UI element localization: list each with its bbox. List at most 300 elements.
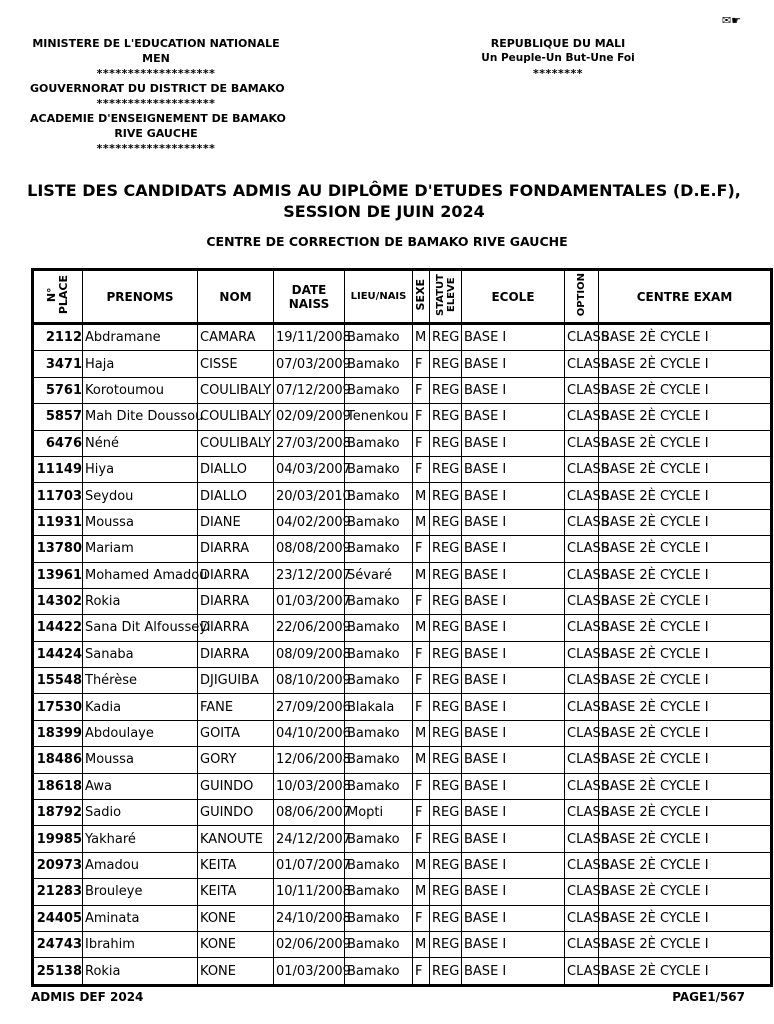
school-cell: BASE I <box>462 404 565 430</box>
col-header-lieu: LIEU/NAIS <box>345 270 413 324</box>
table-row <box>33 773 772 799</box>
place-number-cell: 11931 <box>33 509 83 535</box>
exam-center-cell: BASE 2È CYCLE I <box>599 615 772 641</box>
birth-place-cell: Bamako <box>345 536 413 562</box>
sex-cell: F <box>413 800 430 826</box>
option-cell: CLASS <box>565 852 599 878</box>
col-header-nom: NOM <box>198 270 274 324</box>
birth-place-cell: Bamako <box>345 668 413 694</box>
status-cell: REG <box>430 852 462 878</box>
table-row <box>33 800 772 826</box>
col-header-prenoms: PRENOMS <box>83 270 198 324</box>
envelope-pointer-icon: ✉☛ <box>722 14 742 27</box>
col-header-date-label: DATE <box>291 282 327 297</box>
exam-center-cell: BASE 2È CYCLE I <box>599 720 772 746</box>
birth-place-cell: Sévaré <box>345 562 413 588</box>
table-row <box>33 536 772 562</box>
birth-date-cell: 23/12/2007 <box>274 562 345 588</box>
option-cell: CLASS <box>565 720 599 746</box>
first-name-cell: Abdramane <box>83 324 198 351</box>
title-line-2: SESSION DE JUIN 2024 <box>283 202 485 221</box>
birth-place-cell: Bamako <box>345 641 413 667</box>
option-cell: CLASS <box>565 958 599 985</box>
sex-cell: M <box>413 509 430 535</box>
option-cell: CLASS <box>565 377 599 403</box>
correction-center-title: CENTRE DE CORRECTION DE BAMAKO RIVE GAUCHE <box>206 234 568 249</box>
table-row <box>33 483 772 509</box>
table-row <box>33 377 772 403</box>
school-cell: BASE I <box>462 377 565 403</box>
birth-date-cell: 04/10/2006 <box>274 720 345 746</box>
last-name-cell: KANOUTE <box>198 826 274 852</box>
birth-date-cell: 24/12/2007 <box>274 826 345 852</box>
place-number-cell: 2112 <box>33 324 83 351</box>
col-header-statut-label: STATUT <box>434 274 446 316</box>
sex-cell: F <box>413 430 430 456</box>
col-header-option <box>565 270 599 324</box>
last-name-cell: DIALLO <box>198 456 274 482</box>
exam-center-cell: BASE 2È CYCLE I <box>599 562 772 588</box>
option-cell: CLASS <box>565 509 599 535</box>
status-cell: REG <box>430 720 462 746</box>
birth-date-cell: 04/03/2007 <box>274 456 345 482</box>
option-cell: CLASS <box>565 747 599 773</box>
place-number-cell: 21283 <box>33 879 83 905</box>
last-name-cell: DJIGUIBA <box>198 668 274 694</box>
option-cell: CLASS <box>565 456 599 482</box>
school-cell: BASE I <box>462 852 565 878</box>
sex-cell: F <box>413 694 430 720</box>
place-number-cell: 14302 <box>33 588 83 614</box>
table-row <box>33 879 772 905</box>
first-name-cell: Brouleye <box>83 879 198 905</box>
sex-cell: F <box>413 456 430 482</box>
sex-cell: M <box>413 879 430 905</box>
col-header-place <box>33 270 83 324</box>
first-name-cell: Seydou <box>83 483 198 509</box>
first-name-cell: Awa <box>83 773 198 799</box>
option-cell: CLASS <box>565 668 599 694</box>
school-cell: BASE I <box>462 641 565 667</box>
status-cell: REG <box>430 879 462 905</box>
last-name-cell: COULIBALY <box>198 404 274 430</box>
first-name-cell: Abdoulaye <box>83 720 198 746</box>
exam-center-cell: BASE 2È CYCLE I <box>599 377 772 403</box>
first-name-cell: Néné <box>83 430 198 456</box>
exam-center-cell: BASE 2È CYCLE I <box>599 852 772 878</box>
header-right <box>470 36 646 81</box>
birth-place-cell: Bamako <box>345 615 413 641</box>
governorate-label: GOUVERNORAT DU DISTRICT DE BAMAKO <box>30 82 285 95</box>
header-left <box>30 36 286 156</box>
place-number-cell: 13961 <box>33 562 83 588</box>
col-header-ecole: ECOLE <box>462 270 565 324</box>
school-cell: BASE I <box>462 826 565 852</box>
sex-cell: F <box>413 536 430 562</box>
sex-cell: F <box>413 826 430 852</box>
birth-date-cell: 27/03/2008 <box>274 430 345 456</box>
table-row <box>33 668 772 694</box>
separator-stars: ******************* <box>96 67 216 80</box>
sex-cell: F <box>413 588 430 614</box>
exam-center-cell: BASE 2È CYCLE I <box>599 456 772 482</box>
candidates-table <box>31 268 773 987</box>
first-name-cell: Sana Dit Alfousseyi <box>83 615 198 641</box>
title-line-1: LISTE DES CANDIDATS ADMIS AU DIPLÔME D'ETUDES FONDAMENTALES (D.E.F), <box>27 181 741 200</box>
table-row <box>33 456 772 482</box>
sex-cell: F <box>413 958 430 985</box>
document-title <box>0 180 768 222</box>
table-row <box>33 958 772 985</box>
birth-date-cell: 01/07/2007 <box>274 852 345 878</box>
place-number-cell: 14424 <box>33 641 83 667</box>
place-number-cell: 25138 <box>33 958 83 985</box>
table-header-row <box>33 270 772 324</box>
first-name-cell: Moussa <box>83 509 198 535</box>
republic-label: REPUBLIQUE DU MALI <box>490 37 626 50</box>
school-cell: BASE I <box>462 483 565 509</box>
first-name-cell: Aminata <box>83 905 198 931</box>
col-header-eleve-label: ELEVE <box>445 277 457 313</box>
sex-cell: M <box>413 324 430 351</box>
first-name-cell: Amadou <box>83 852 198 878</box>
school-cell: BASE I <box>462 509 565 535</box>
first-name-cell: Mariam <box>83 536 198 562</box>
place-number-cell: 3471 <box>33 351 83 377</box>
school-cell: BASE I <box>462 800 565 826</box>
last-name-cell: KONE <box>198 931 274 957</box>
col-header-date <box>274 270 345 324</box>
birth-date-cell: 08/10/2009 <box>274 668 345 694</box>
option-cell: CLASS <box>565 879 599 905</box>
birth-place-cell: Bamako <box>345 483 413 509</box>
last-name-cell: DIARRA <box>198 562 274 588</box>
exam-center-cell: BASE 2È CYCLE I <box>599 694 772 720</box>
place-number-cell: 11703 <box>33 483 83 509</box>
separator-stars: ******** <box>532 67 584 80</box>
school-cell: BASE I <box>462 668 565 694</box>
last-name-cell: DIARRA <box>198 536 274 562</box>
status-cell: REG <box>430 562 462 588</box>
last-name-cell: GORY <box>198 747 274 773</box>
exam-center-cell: BASE 2È CYCLE I <box>599 958 772 985</box>
exam-center-cell: BASE 2È CYCLE I <box>599 536 772 562</box>
status-cell: REG <box>430 483 462 509</box>
table-row <box>33 404 772 430</box>
option-cell: CLASS <box>565 536 599 562</box>
exam-center-cell: BASE 2È CYCLE I <box>599 430 772 456</box>
birth-date-cell: 07/12/2009 <box>274 377 345 403</box>
option-cell: CLASS <box>565 562 599 588</box>
birth-place-cell: Blakala <box>345 694 413 720</box>
sex-cell: F <box>413 641 430 667</box>
birth-date-cell: 20/03/2010 <box>274 483 345 509</box>
table-row <box>33 430 772 456</box>
exam-center-cell: BASE 2È CYCLE I <box>599 747 772 773</box>
option-cell: CLASS <box>565 351 599 377</box>
status-cell: REG <box>430 694 462 720</box>
table-row <box>33 588 772 614</box>
birth-date-cell: 10/11/2008 <box>274 879 345 905</box>
first-name-cell: Mah Dite Doussou <box>83 404 198 430</box>
last-name-cell: KEITA <box>198 852 274 878</box>
birth-place-cell: Tenenkou <box>345 404 413 430</box>
page-number: PAGE1/567 <box>672 990 745 1004</box>
birth-place-cell: Bamako <box>345 826 413 852</box>
status-cell: REG <box>430 615 462 641</box>
ministry-abbrev: MEN <box>142 52 170 65</box>
sex-cell: F <box>413 404 430 430</box>
exam-center-cell: BASE 2È CYCLE I <box>599 404 772 430</box>
school-cell: BASE I <box>462 615 565 641</box>
birth-place-cell: Bamako <box>345 509 413 535</box>
academy-sub-label: RIVE GAUCHE <box>114 127 198 140</box>
sex-cell: M <box>413 720 430 746</box>
exam-center-cell: BASE 2È CYCLE I <box>599 905 772 931</box>
status-cell: REG <box>430 456 462 482</box>
last-name-cell: CAMARA <box>198 324 274 351</box>
birth-place-cell: Bamako <box>345 430 413 456</box>
exam-center-cell: BASE 2È CYCLE I <box>599 773 772 799</box>
first-name-cell: Hiya <box>83 456 198 482</box>
ministry-label: MINISTERE DE L'EDUCATION NATIONALE <box>32 37 280 50</box>
place-number-cell: 13780 <box>33 536 83 562</box>
first-name-cell: Thérèse <box>83 668 198 694</box>
first-name-cell: Rokia <box>83 588 198 614</box>
option-cell: CLASS <box>565 931 599 957</box>
sex-cell: M <box>413 747 430 773</box>
sex-cell: M <box>413 852 430 878</box>
option-cell: CLASS <box>565 826 599 852</box>
col-header-num-label: N° <box>45 287 58 303</box>
col-header-naiss-label: NAISS <box>288 296 330 311</box>
birth-date-cell: 27/09/2006 <box>274 694 345 720</box>
school-cell: BASE I <box>462 958 565 985</box>
birth-date-cell: 07/03/2009 <box>274 351 345 377</box>
exam-center-cell: BASE 2È CYCLE I <box>599 641 772 667</box>
status-cell: REG <box>430 509 462 535</box>
birth-place-cell: Bamako <box>345 720 413 746</box>
last-name-cell: DIARRA <box>198 641 274 667</box>
school-cell: BASE I <box>462 747 565 773</box>
table-row <box>33 931 772 957</box>
birth-date-cell: 08/06/2007 <box>274 800 345 826</box>
birth-place-cell: Bamako <box>345 377 413 403</box>
status-cell: REG <box>430 588 462 614</box>
first-name-cell: Mohamed Amadou <box>83 562 198 588</box>
first-name-cell: Yakharé <box>83 826 198 852</box>
place-number-cell: 24405 <box>33 905 83 931</box>
col-header-centre: CENTRE EXAM <box>599 270 772 324</box>
exam-center-cell: BASE 2È CYCLE I <box>599 800 772 826</box>
school-cell: BASE I <box>462 456 565 482</box>
status-cell: REG <box>430 377 462 403</box>
birth-date-cell: 24/10/2008 <box>274 905 345 931</box>
place-number-cell: 18792 <box>33 800 83 826</box>
birth-place-cell: Bamako <box>345 456 413 482</box>
exam-center-cell: BASE 2È CYCLE I <box>599 324 772 351</box>
school-cell: BASE I <box>462 430 565 456</box>
school-cell: BASE I <box>462 588 565 614</box>
birth-date-cell: 01/03/2007 <box>274 588 345 614</box>
birth-place-cell: Bamako <box>345 747 413 773</box>
exam-center-cell: BASE 2È CYCLE I <box>599 931 772 957</box>
birth-date-cell: 02/06/2009 <box>274 931 345 957</box>
last-name-cell: GOITA <box>198 720 274 746</box>
birth-date-cell: 02/09/2009 <box>274 404 345 430</box>
place-number-cell: 6476 <box>33 430 83 456</box>
sex-cell: M <box>413 562 430 588</box>
option-cell: CLASS <box>565 588 599 614</box>
last-name-cell: DIALLO <box>198 483 274 509</box>
birth-place-cell: Bamako <box>345 852 413 878</box>
exam-center-cell: BASE 2È CYCLE I <box>599 588 772 614</box>
table-row <box>33 852 772 878</box>
status-cell: REG <box>430 351 462 377</box>
option-cell: CLASS <box>565 694 599 720</box>
status-cell: REG <box>430 747 462 773</box>
school-cell: BASE I <box>462 720 565 746</box>
school-cell: BASE I <box>462 931 565 957</box>
school-cell: BASE I <box>462 324 565 351</box>
col-header-place-label: PLACE <box>57 275 70 315</box>
last-name-cell: COULIBALY <box>198 377 274 403</box>
school-cell: BASE I <box>462 694 565 720</box>
table-row <box>33 694 772 720</box>
exam-center-cell: BASE 2È CYCLE I <box>599 483 772 509</box>
birth-date-cell: 12/06/2008 <box>274 747 345 773</box>
first-name-cell: Sanaba <box>83 641 198 667</box>
birth-place-cell: Bamako <box>345 958 413 985</box>
table-row <box>33 351 772 377</box>
table-row <box>33 324 772 351</box>
academy-label: ACADEMIE D'ENSEIGNEMENT DE BAMAKO <box>30 112 286 125</box>
exam-center-cell: BASE 2È CYCLE I <box>599 826 772 852</box>
last-name-cell: DIARRA <box>198 615 274 641</box>
birth-date-cell: 08/08/2009 <box>274 536 345 562</box>
option-cell: CLASS <box>565 773 599 799</box>
status-cell: REG <box>430 641 462 667</box>
status-cell: REG <box>430 905 462 931</box>
motto: Un Peuple-Un But-Une Foi <box>481 52 635 64</box>
last-name-cell: FANE <box>198 694 274 720</box>
school-cell: BASE I <box>462 536 565 562</box>
first-name-cell: Moussa <box>83 747 198 773</box>
place-number-cell: 18486 <box>33 747 83 773</box>
option-cell: CLASS <box>565 615 599 641</box>
place-number-cell: 18399 <box>33 720 83 746</box>
table-row <box>33 905 772 931</box>
first-name-cell: Haja <box>83 351 198 377</box>
first-name-cell: Kadia <box>83 694 198 720</box>
sex-cell: F <box>413 351 430 377</box>
place-number-cell: 5761 <box>33 377 83 403</box>
table-row <box>33 615 772 641</box>
exam-center-cell: BASE 2È CYCLE I <box>599 509 772 535</box>
place-number-cell: 14422 <box>33 615 83 641</box>
place-number-cell: 15548 <box>33 668 83 694</box>
first-name-cell: Rokia <box>83 958 198 985</box>
last-name-cell: GUINDO <box>198 773 274 799</box>
option-cell: CLASS <box>565 905 599 931</box>
table-row <box>33 641 772 667</box>
option-cell: CLASS <box>565 483 599 509</box>
table-row <box>33 720 772 746</box>
exam-center-cell: BASE 2È CYCLE I <box>599 668 772 694</box>
table-row <box>33 747 772 773</box>
exam-center-cell: BASE 2È CYCLE I <box>599 879 772 905</box>
place-number-cell: 5857 <box>33 404 83 430</box>
birth-date-cell: 04/02/2009 <box>274 509 345 535</box>
footer-left-label: ADMIS DEF 2024 <box>31 990 144 1004</box>
school-cell: BASE I <box>462 773 565 799</box>
birth-place-cell: Bamako <box>345 351 413 377</box>
sex-cell: M <box>413 483 430 509</box>
last-name-cell: DIARRA <box>198 588 274 614</box>
status-cell: REG <box>430 430 462 456</box>
sex-cell: M <box>413 615 430 641</box>
school-cell: BASE I <box>462 905 565 931</box>
status-cell: REG <box>430 668 462 694</box>
col-header-sexe-label: SEXE <box>414 279 427 311</box>
status-cell: REG <box>430 931 462 957</box>
birth-place-cell: Bamako <box>345 773 413 799</box>
school-cell: BASE I <box>462 562 565 588</box>
birth-date-cell: 19/11/2008 <box>274 324 345 351</box>
place-number-cell: 11149 <box>33 456 83 482</box>
col-header-statut <box>430 270 462 324</box>
place-number-cell: 20973 <box>33 852 83 878</box>
first-name-cell: Ibrahim <box>83 931 198 957</box>
option-cell: CLASS <box>565 641 599 667</box>
status-cell: REG <box>430 800 462 826</box>
sex-cell: F <box>413 377 430 403</box>
status-cell: REG <box>430 826 462 852</box>
status-cell: REG <box>430 404 462 430</box>
last-name-cell: KONE <box>198 958 274 985</box>
place-number-cell: 17530 <box>33 694 83 720</box>
last-name-cell: GUINDO <box>198 800 274 826</box>
birth-date-cell: 10/03/2008 <box>274 773 345 799</box>
option-cell: CLASS <box>565 324 599 351</box>
separator-stars: ******************* <box>96 97 216 110</box>
table-row <box>33 562 772 588</box>
table-row <box>33 826 772 852</box>
birth-place-cell: Bamako <box>345 905 413 931</box>
status-cell: REG <box>430 958 462 985</box>
table-row <box>33 509 772 535</box>
sex-cell: F <box>413 773 430 799</box>
option-cell: CLASS <box>565 430 599 456</box>
sex-cell: F <box>413 668 430 694</box>
last-name-cell: KONE <box>198 905 274 931</box>
last-name-cell: KEITA <box>198 879 274 905</box>
school-cell: BASE I <box>462 351 565 377</box>
status-cell: REG <box>430 773 462 799</box>
birth-place-cell: Bamako <box>345 879 413 905</box>
last-name-cell: COULIBALY <box>198 430 274 456</box>
separator-stars: ******************* <box>96 142 216 155</box>
first-name-cell: Sadio <box>83 800 198 826</box>
last-name-cell: DIANE <box>198 509 274 535</box>
birth-date-cell: 01/03/2009 <box>274 958 345 985</box>
sex-cell: M <box>413 931 430 957</box>
last-name-cell: CISSE <box>198 351 274 377</box>
col-header-option-label: OPTION <box>576 273 587 317</box>
birth-place-cell: Bamako <box>345 588 413 614</box>
place-number-cell: 19985 <box>33 826 83 852</box>
exam-center-cell: BASE 2È CYCLE I <box>599 351 772 377</box>
